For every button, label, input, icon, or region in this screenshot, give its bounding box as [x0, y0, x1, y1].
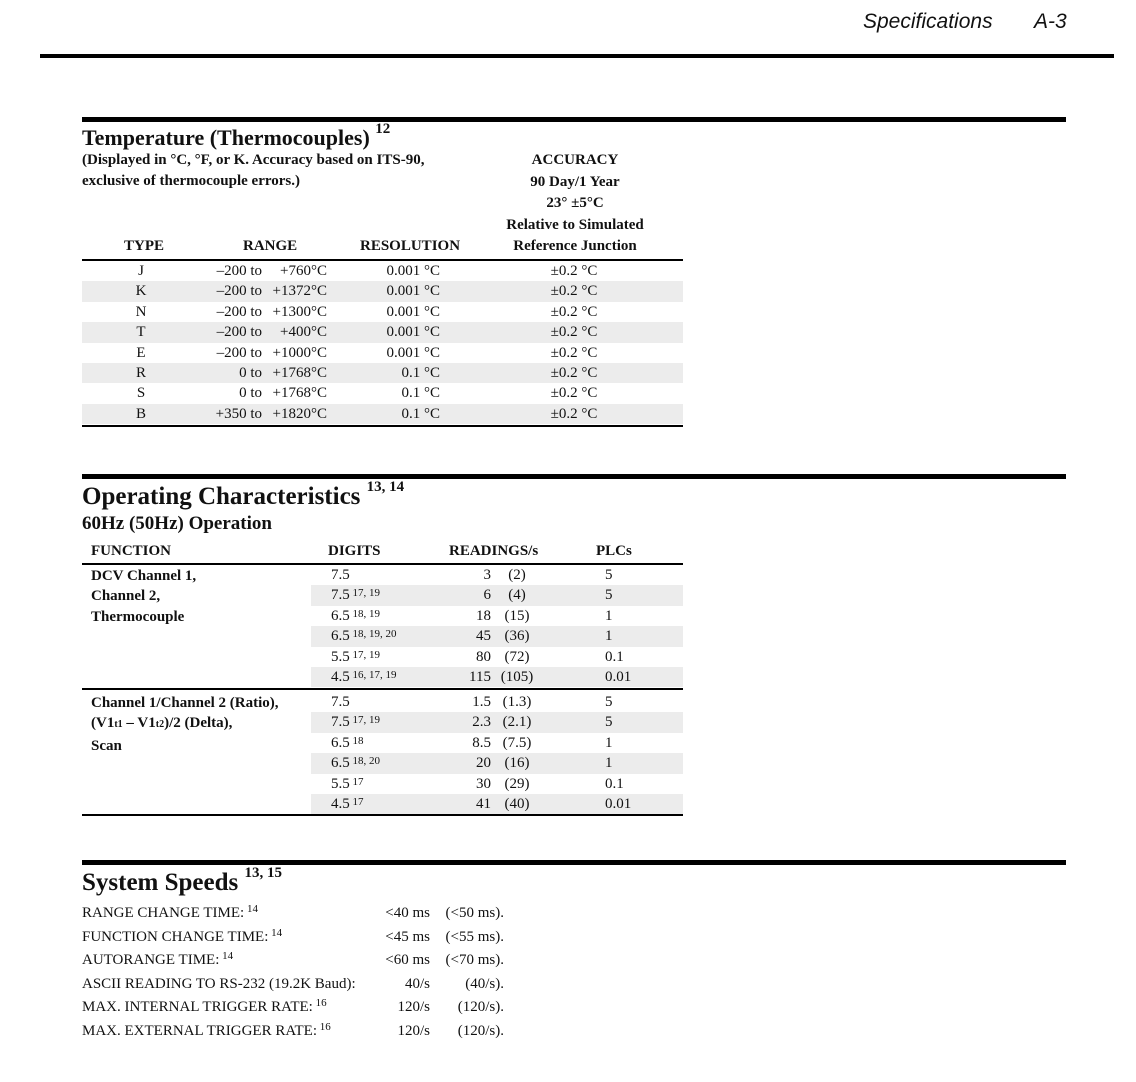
- speed-value: 120/s: [397, 1023, 430, 1039]
- readings-alt-cell: (2): [508, 567, 526, 583]
- digits-value: 6.5: [331, 628, 350, 645]
- speed-label: [82, 952, 233, 969]
- readings-cell: 41: [476, 796, 491, 812]
- readings-cell: 8.5: [472, 734, 491, 751]
- digits-footnote: 18: [349, 734, 364, 747]
- header-rule: [40, 54, 1114, 58]
- resolution-cell: 0.001 °C: [386, 344, 440, 361]
- speed-label-footnote: 14: [244, 903, 258, 915]
- operating-title-footnote: 13, 14: [366, 479, 405, 495]
- readings-alt-cell: (1.3): [502, 694, 532, 710]
- digits-cell: [331, 667, 397, 687]
- digits-footnote: 18, 19, 20: [349, 628, 397, 641]
- type-cell: K: [135, 283, 147, 300]
- accuracy-cell: ±0.2 °C: [550, 385, 598, 402]
- column-header-readings: READINGS/s: [449, 543, 539, 559]
- speed-label-footnote: 16: [312, 997, 327, 1010]
- function-group1: [91, 566, 196, 627]
- column-header-function: FUNCTION: [91, 543, 172, 559]
- readings-alt-cell: (105): [500, 669, 534, 685]
- readings-alt-cell: (15): [504, 607, 530, 624]
- plcs-cell: 5: [605, 694, 613, 710]
- temperature-note-line1: (Displayed in °C, °F, or K. Accuracy based on ITS-90,: [82, 152, 425, 168]
- plcs-cell: 0.01: [605, 796, 632, 812]
- speed-label-footnote: 14: [268, 926, 283, 939]
- readings-alt-cell: (40): [504, 796, 530, 812]
- range-high-cell: +400°C: [280, 324, 327, 341]
- accuracy-cell: ±0.2 °C: [550, 303, 598, 320]
- digits-value: 7.5: [331, 587, 350, 604]
- function-group1-line1: DCV Channel 1,: [91, 568, 197, 584]
- table-row: [82, 261, 683, 281]
- running-header-title: Specifications: [863, 10, 993, 33]
- type-cell: R: [135, 365, 146, 381]
- column-header-range: RANGE: [243, 238, 298, 254]
- readings-cell: 45: [476, 628, 491, 645]
- table-row: [82, 404, 683, 424]
- range-low-cell: –200 to: [216, 283, 262, 300]
- function-group1-line3: Thermocouple: [91, 608, 185, 625]
- resolution-cell: 0.001 °C: [386, 324, 440, 341]
- digits-cell: [331, 647, 380, 667]
- digits-value: 7.5: [331, 714, 350, 731]
- operating-title: [82, 479, 405, 511]
- table-row: [311, 692, 683, 712]
- range-high-cell: +1000°C: [272, 344, 327, 361]
- range-low-cell: –200 to: [216, 303, 262, 320]
- digits-cell: [331, 606, 380, 626]
- readings-alt-cell: (2.1): [502, 714, 532, 731]
- digits-cell: [331, 585, 380, 605]
- digits-footnote: 16, 17, 19: [349, 669, 397, 681]
- digits-cell: [331, 565, 350, 585]
- readings-cell: 6: [483, 587, 491, 604]
- accuracy-cell: ±0.2 °C: [550, 344, 598, 361]
- resolution-cell: 0.001 °C: [386, 263, 440, 279]
- operating-title-text: Operating Characteristics: [82, 483, 361, 510]
- range-low-cell: –200 to: [216, 344, 262, 361]
- resolution-cell: 0.1 °C: [401, 365, 440, 381]
- digits-value: 6.5: [331, 734, 350, 751]
- type-cell: N: [135, 303, 147, 320]
- type-cell: J: [138, 263, 144, 279]
- range-low-cell: –200 to: [216, 324, 262, 341]
- speed-value-alt: (40/s).: [465, 975, 504, 992]
- thermocouple-table: [82, 259, 683, 429]
- speeds-title-text: System Speeds: [82, 869, 239, 896]
- digits-value: 4.5: [331, 796, 350, 812]
- speed-label: [82, 926, 283, 946]
- function-group2-line1: Channel 1/Channel 2 (Ratio),: [91, 695, 279, 711]
- column-header-resolution: RESOLUTION: [360, 238, 461, 254]
- speed-value-alt: (<50 ms).: [445, 905, 504, 921]
- column-header-type: TYPE: [124, 238, 165, 254]
- type-cell: B: [135, 405, 146, 422]
- readings-alt-cell: (29): [504, 775, 530, 792]
- digits-cell: [331, 753, 380, 773]
- temperature-title-text: Temperature (Thermocouples): [82, 125, 370, 150]
- table-bottom-rule: [82, 425, 683, 427]
- readings-cell: 80: [476, 648, 491, 665]
- range-low-cell: –200 to: [216, 263, 262, 279]
- speed-value: <45 ms: [385, 928, 430, 945]
- speed-label-text: RANGE CHANGE TIME:: [82, 905, 245, 921]
- speed-label-text: MAX. INTERNAL TRIGGER RATE:: [82, 999, 313, 1016]
- speed-value-alt: (<70 ms).: [445, 952, 504, 969]
- range-low-cell: 0 to: [239, 385, 262, 402]
- accuracy-header-line1: ACCURACY: [531, 152, 619, 168]
- digits-value: 7.5: [331, 694, 350, 710]
- plcs-cell: 1: [605, 734, 613, 751]
- speed-value-alt: (120/s).: [457, 1023, 504, 1039]
- type-cell: T: [136, 324, 146, 341]
- speeds-title-footnote: 13, 15: [244, 865, 283, 881]
- range-low-cell: +350 to: [215, 405, 262, 422]
- type-cell: E: [136, 344, 146, 361]
- digits-value: 5.5: [331, 775, 350, 792]
- speed-label: [82, 905, 258, 922]
- function-group2-line3: Scan: [91, 737, 122, 754]
- readings-cell: 3: [483, 567, 491, 583]
- readings-alt-cell: (72): [504, 648, 530, 665]
- temperature-note-line2: exclusive of thermocouple errors.): [82, 173, 300, 189]
- table-row: [82, 302, 683, 322]
- digits-cell: [331, 774, 364, 794]
- accuracy-header-line3: 23° ±5°C: [546, 195, 604, 211]
- digits-cell: [331, 692, 350, 712]
- speed-value: <60 ms: [385, 952, 430, 969]
- table-row: [311, 606, 683, 626]
- readings-alt-cell: (7.5): [502, 734, 532, 751]
- speed-value-alt: (<55 ms).: [445, 928, 504, 945]
- range-high-cell: +1768°C: [272, 365, 327, 381]
- accuracy-cell: ±0.2 °C: [550, 365, 598, 381]
- speed-value: <40 ms: [385, 905, 430, 921]
- table-row: [311, 647, 683, 667]
- accuracy-cell: ±0.2 °C: [550, 324, 598, 341]
- digits-value: 6.5: [331, 607, 350, 624]
- temperature-title-footnote: 12: [375, 121, 391, 137]
- readings-cell: 30: [476, 775, 491, 792]
- readings-alt-cell: (36): [504, 628, 530, 645]
- speed-label-text: FUNCTION CHANGE TIME:: [82, 928, 269, 945]
- digits-footnote: 17, 19: [349, 714, 380, 727]
- range-high-cell: +1820°C: [272, 405, 327, 422]
- range-high-cell: +1372°C: [272, 283, 327, 300]
- accuracy-header-line5: Reference Junction: [513, 238, 637, 254]
- table-row: [82, 343, 683, 363]
- table-row: [82, 322, 683, 342]
- speed-value: 120/s: [397, 999, 430, 1016]
- readings-alt-cell: (16): [504, 755, 530, 772]
- readings-cell: 20: [476, 755, 491, 772]
- operating-table: [82, 563, 683, 819]
- digits-footnote: 17: [349, 796, 364, 808]
- table-row: [311, 733, 683, 753]
- table-row: [311, 585, 683, 605]
- range-high-cell: +1768°C: [272, 385, 327, 402]
- speed-value: 40/s: [404, 975, 430, 992]
- speed-label-footnote: 14: [219, 950, 234, 963]
- speed-label-text: AUTORANGE TIME:: [82, 952, 220, 969]
- readings-cell: 2.3: [472, 714, 491, 731]
- digits-footnote: 18, 19: [349, 607, 380, 620]
- digits-footnote: 17, 19: [349, 648, 380, 661]
- digits-footnote: 17, 19: [349, 587, 380, 600]
- table-row: [311, 712, 683, 732]
- readings-cell: 1.5: [472, 694, 491, 710]
- operating-section-rule: [82, 474, 1066, 479]
- range-high-cell: +760°C: [280, 263, 327, 279]
- page-number: A-3: [1034, 10, 1067, 33]
- operating-group-divider: [82, 688, 683, 690]
- table-row: [311, 626, 683, 646]
- operating-table-bottom-rule: [82, 814, 683, 816]
- digits-value: 6.5: [331, 755, 350, 772]
- speed-label: [82, 1023, 331, 1040]
- accuracy-cell: ±0.2 °C: [550, 263, 598, 279]
- accuracy-header-line4: Relative to Simulated: [506, 217, 644, 233]
- plcs-cell: 1: [605, 755, 613, 772]
- plcs-cell: 1: [605, 628, 613, 645]
- column-header-plcs: PLCs: [596, 543, 632, 559]
- resolution-cell: 0.001 °C: [386, 283, 440, 300]
- readings-alt-cell: (4): [508, 587, 526, 604]
- digits-footnote: 18, 20: [349, 755, 380, 768]
- temperature-title: [82, 121, 391, 151]
- digits-cell: [331, 794, 364, 814]
- speed-label-text: MAX. EXTERNAL TRIGGER RATE:: [82, 1023, 317, 1039]
- type-cell: S: [136, 385, 146, 402]
- function-group2-line2: (V1t1 – V1t2)/2 (Delta),: [91, 715, 233, 732]
- digits-cell: [331, 712, 380, 732]
- digits-footnote: 17: [349, 775, 364, 788]
- resolution-cell: 0.1 °C: [401, 385, 440, 402]
- operating-subtitle: 60Hz (50Hz) Operation: [82, 513, 272, 534]
- speed-label: [82, 999, 327, 1016]
- table-row: [82, 281, 683, 301]
- plcs-cell: 5: [605, 567, 613, 583]
- resolution-cell: 0.1 °C: [401, 405, 440, 422]
- digits-value: 4.5: [331, 669, 350, 685]
- range-low-cell: 0 to: [239, 365, 262, 381]
- readings-cell: 115: [469, 669, 491, 685]
- speeds-title: [82, 865, 283, 897]
- table-row: [311, 774, 683, 794]
- accuracy-header-line2: 90 Day/1 Year: [530, 174, 620, 190]
- digits-cell: [331, 626, 397, 646]
- resolution-cell: 0.001 °C: [386, 303, 440, 320]
- plcs-cell: 0.1: [605, 775, 624, 792]
- speed-label-footnote: 16: [317, 1021, 331, 1033]
- digits-value: 7.5: [331, 567, 350, 583]
- plcs-cell: 1: [605, 607, 613, 624]
- table-row: [82, 383, 683, 403]
- table-row: [311, 753, 683, 773]
- digits-value: 5.5: [331, 648, 350, 665]
- speed-value-alt: (120/s).: [457, 999, 504, 1016]
- function-group2: [91, 693, 279, 756]
- table-row: [311, 667, 683, 687]
- function-group1-line2: Channel 2,: [91, 588, 161, 605]
- plcs-cell: 0.01: [605, 669, 632, 685]
- speed-label-text: ASCII READING TO RS-232 (19.2K Baud):: [82, 975, 356, 992]
- readings-cell: 18: [476, 607, 491, 624]
- plcs-cell: 5: [605, 587, 613, 604]
- table-row: [311, 565, 683, 585]
- speed-label: [82, 976, 356, 993]
- temperature-section-rule: [82, 117, 1066, 122]
- accuracy-cell: ±0.2 °C: [550, 283, 598, 300]
- range-high-cell: +1300°C: [272, 303, 327, 320]
- digits-cell: [331, 733, 364, 753]
- speeds-section-rule: [82, 860, 1066, 865]
- column-header-digits: DIGITS: [328, 543, 381, 559]
- accuracy-cell: ±0.2 °C: [550, 405, 598, 422]
- table-row: [82, 363, 683, 383]
- table-row: [311, 794, 683, 814]
- plcs-cell: 5: [605, 714, 613, 731]
- plcs-cell: 0.1: [605, 648, 624, 665]
